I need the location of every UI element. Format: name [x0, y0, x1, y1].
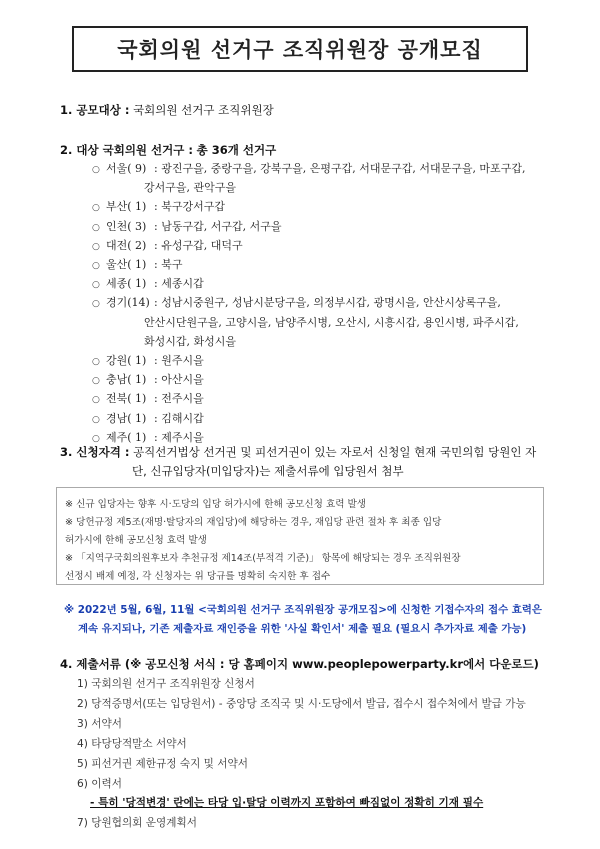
- region-row: [92, 352, 204, 368]
- note-line: ※ 신규 입당자는 향후 시·도당의 입당 허가시에 한해 공모신청 효력 발생: [65, 499, 367, 510]
- colon-separator: :: [154, 162, 162, 175]
- note-line: ※ 당헌규정 제5조(재명·탈당자의 재입당)에 해당하는 경우, 재입당 관련 절차 후 최종 입당: [65, 517, 442, 528]
- colon-separator: :: [154, 392, 162, 406]
- region-name: 전북( 1): [106, 392, 147, 406]
- region-row: [92, 371, 204, 387]
- region-districts: 세종시갑: [161, 277, 204, 291]
- title-box: [72, 26, 528, 72]
- region-districts: 제주시을: [161, 430, 204, 444]
- region-name: 강원( 1): [106, 354, 147, 367]
- colon-separator: :: [154, 277, 162, 291]
- bullet-icon: ○: [92, 261, 100, 271]
- doc-item: 7) 당원협의회 운영계획서: [77, 817, 197, 829]
- bullet-icon: ○: [92, 203, 100, 214]
- region-row: [92, 429, 204, 445]
- region-districts-continued: 안산시단원구을, 고양시을, 남양주시병, 오산시, 시흥시갑, 용인시병, 파주시갑,: [144, 315, 519, 329]
- section-3-line1: 공직선거법상 선거권 및 피선거권이 있는 자로서 신청일 현재 국민의힘 당원인 자: [133, 445, 537, 459]
- section-1: [60, 102, 274, 118]
- region-name: 인천( 3): [106, 219, 147, 233]
- blue-notice-line: 계속 유지되나, 기존 제출자료 재인증을 위한 '사실 확인서' 제출 필요 (필요시 추가자료 제출 가능): [78, 623, 527, 635]
- region-districts: 광진구을, 중랑구을, 강북구을, 은평구갑, 서대문구갑, 서대문구을, 마포구갑,: [161, 162, 526, 175]
- colon-separator: :: [154, 411, 162, 425]
- colon-separator: :: [154, 238, 162, 252]
- section-1-value: 국회의원 선거구 조직위원장: [133, 103, 274, 117]
- region-name: 세종( 1): [106, 277, 147, 291]
- region-name: 경기(14): [106, 296, 150, 310]
- colon-separator: :: [154, 354, 162, 367]
- colon-separator: :: [154, 258, 162, 271]
- region-row: [92, 294, 501, 310]
- region-name: 서울( 9): [106, 162, 147, 175]
- colon-separator: :: [154, 373, 162, 387]
- region-row: [92, 390, 204, 406]
- note-line: ※ 「지역구국회의원후보자 추천규정 제14조(부적격 기준)」 항목에 해당되는 경우 조직위원장: [65, 553, 461, 564]
- section-1-label: 1. 공모대상 :: [60, 103, 130, 117]
- region-districts: 원주시을: [161, 354, 204, 367]
- region-name: 경남( 1): [106, 411, 147, 425]
- region-row: [92, 218, 281, 234]
- note-line: 선정시 배제 예정, 각 신청자는 위 당규를 명확히 숙지한 후 접수: [65, 571, 331, 582]
- section-2: [60, 142, 276, 158]
- bullet-icon: ○: [92, 414, 100, 425]
- section-3: [60, 444, 536, 460]
- section-2-value: 총 36개 선거구: [196, 143, 277, 157]
- region-districts-continued: 화성시갑, 화성시을: [144, 334, 237, 348]
- region-row: [92, 410, 204, 426]
- region-districts: 아산시을: [161, 373, 204, 387]
- section-3-line2: 단, 신규입당자(미입당자)는 제출서류에 입당원서 첨부: [132, 464, 404, 478]
- region-districts: 북구: [161, 258, 183, 271]
- doc-item: 5) 피선거권 제한규정 숙지 및 서약서: [77, 758, 248, 770]
- region-row: [92, 237, 243, 253]
- region-row: [92, 198, 225, 214]
- region-name: 충남( 1): [106, 373, 147, 387]
- note-line: 허가시에 한해 공모신청 효력 발생: [65, 535, 207, 546]
- region-districts: 성남시중원구, 성남시분당구을, 의정부시갑, 광명시을, 안산시상록구을,: [161, 296, 501, 310]
- section-4-label: 4. 제출서류 (※ 공모신청 서식 : 당 홈페이지 www.peoplepowerparty.kr에서 다운로드): [60, 657, 539, 671]
- bullet-icon: ○: [92, 165, 100, 175]
- bullet-icon: ○: [92, 433, 100, 444]
- bullet-icon: ○: [92, 222, 100, 233]
- section-2-label: 2. 대상 국회의원 선거구 :: [60, 143, 193, 157]
- doc-item: 2) 당적증명서(또는 입당원서) - 중앙당 조직국 및 시·도당에서 발급, 접수시 접수처에서 발급 가능: [77, 698, 526, 710]
- colon-separator: :: [154, 430, 162, 444]
- bullet-icon: ○: [92, 280, 100, 291]
- emphasis-text: - 특히 '당적변경' 란에는 타당 입·탈당 이력까지 포함하여 빠짐없이 정확히 기재 필수: [90, 797, 484, 809]
- emphasis-line: [90, 795, 483, 810]
- doc-item: 1) 국회의원 선거구 조직위원장 신청서: [77, 678, 255, 690]
- bullet-icon: ○: [92, 357, 100, 367]
- notes-box: [56, 487, 544, 585]
- region-districts: 남동구갑, 서구갑, 서구을: [161, 219, 282, 233]
- doc-item: 6) 이력서: [77, 778, 122, 790]
- doc-item: 4) 타당당적말소 서약서: [77, 738, 187, 750]
- region-name: 부산( 1): [106, 200, 147, 214]
- blue-notice-line: ※ 2022년 5월, 6월, 11월 <국회의원 선거구 조직위원장 공개모집>에 신청한 기접수자의 접수 효력은: [64, 604, 542, 616]
- region-row: [92, 275, 204, 291]
- doc-item: 3) 서약서: [77, 718, 122, 730]
- section-3-label: 3. 신청자격 :: [60, 445, 130, 459]
- region-districts-continued: 강서구을, 관악구을: [144, 181, 237, 195]
- bullet-icon: ○: [92, 241, 100, 252]
- page-title: 국회의원 선거구 조직위원장 공개모집: [117, 38, 483, 62]
- bullet-icon: ○: [92, 395, 100, 406]
- bullet-icon: ○: [92, 299, 100, 310]
- region-districts: 북구강서구갑: [161, 200, 225, 214]
- colon-separator: :: [154, 219, 162, 233]
- region-districts: 김해시갑: [161, 411, 204, 425]
- region-row: [92, 256, 182, 272]
- colon-separator: :: [154, 296, 162, 310]
- colon-separator: :: [154, 200, 162, 214]
- region-name: 울산( 1): [106, 258, 147, 271]
- region-name: 제주( 1): [106, 430, 147, 444]
- region-row: [92, 160, 525, 176]
- region-name: 대전( 2): [106, 238, 147, 252]
- bullet-icon: ○: [92, 376, 100, 387]
- region-districts: 전주시을: [161, 392, 204, 406]
- region-districts: 유성구갑, 대덕구: [161, 238, 243, 252]
